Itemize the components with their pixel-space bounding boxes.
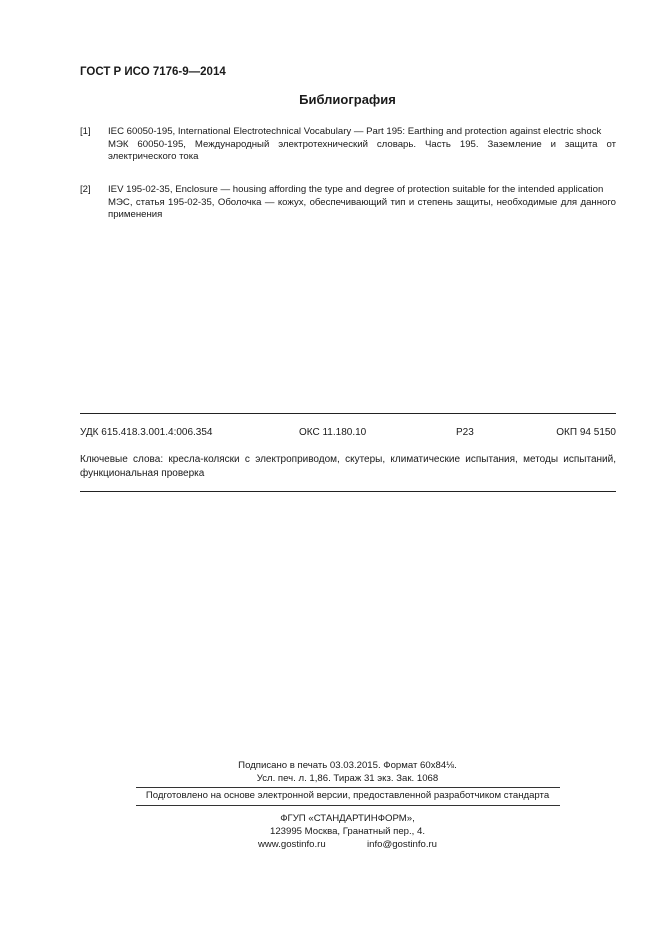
r-code: Р23: [456, 427, 474, 438]
imprint-divider: [136, 787, 560, 788]
signed-info: Подписано в печать 03.03.2015. Формат 60х84⅛.: [238, 760, 457, 771]
entry-english-text: IEC 60050-195, International Electrotechnical Vocabulary — Part 195: Earthing and protection against electric shock: [108, 126, 602, 137]
entry-russian-text: МЭК 60050-195, Международный электротехнический словарь. Часть 195. Заземление и защита от электрического тока: [108, 138, 616, 163]
entry-english-text: IEV 195-02-35, Enclosure — housing affording the type and degree of protection suitable for the intended application: [108, 184, 604, 195]
entry-number: [2]: [80, 184, 91, 195]
website-link[interactable]: www.gostinfo.ru: [257, 839, 326, 850]
standard-code: ГОСТ Р ИСО 7176-9—2014: [80, 66, 226, 78]
publisher-name: ФГУП «СТАНДАРТИНФОРМ»,: [280, 813, 415, 824]
publisher-contacts: [0, 839, 661, 852]
bibliography-title: Библиография: [299, 92, 396, 107]
entry-number: [1]: [80, 126, 91, 137]
entry-russian-text: МЭС, статья 195-02-35, Оболочка — кожух, обеспечивающий тип и степень защиты, необходимые для данного применения: [108, 196, 616, 221]
publisher-divider: [136, 805, 560, 806]
top-divider: [80, 413, 616, 414]
keywords: Ключевые слова: кресла-коляски с электроприводом, скутеры, климатические испытания, методы испытаний, функциональная проверка: [80, 454, 616, 479]
email-link[interactable]: info@gostinfo.ru: [367, 839, 438, 850]
publisher-address: 123995 Москва, Гранатный пер., 4.: [270, 826, 425, 837]
oks-code: ОКС 11.180.10: [299, 427, 367, 438]
print-info: Усл. печ. л. 1,86. Тираж 31 экз. Зак. 1068: [256, 773, 439, 784]
bibliography-entry: [80, 184, 616, 222]
okp-code: ОКП 94 5150: [556, 427, 616, 438]
udk-code: УДК 615.418.3.001.4:006.354: [80, 427, 213, 438]
bottom-divider: [80, 491, 616, 492]
bibliography-entry: [80, 126, 616, 164]
prepared-note: Подготовлено на основе электронной версии, предоставленной разработчиком стандарта: [145, 790, 550, 801]
